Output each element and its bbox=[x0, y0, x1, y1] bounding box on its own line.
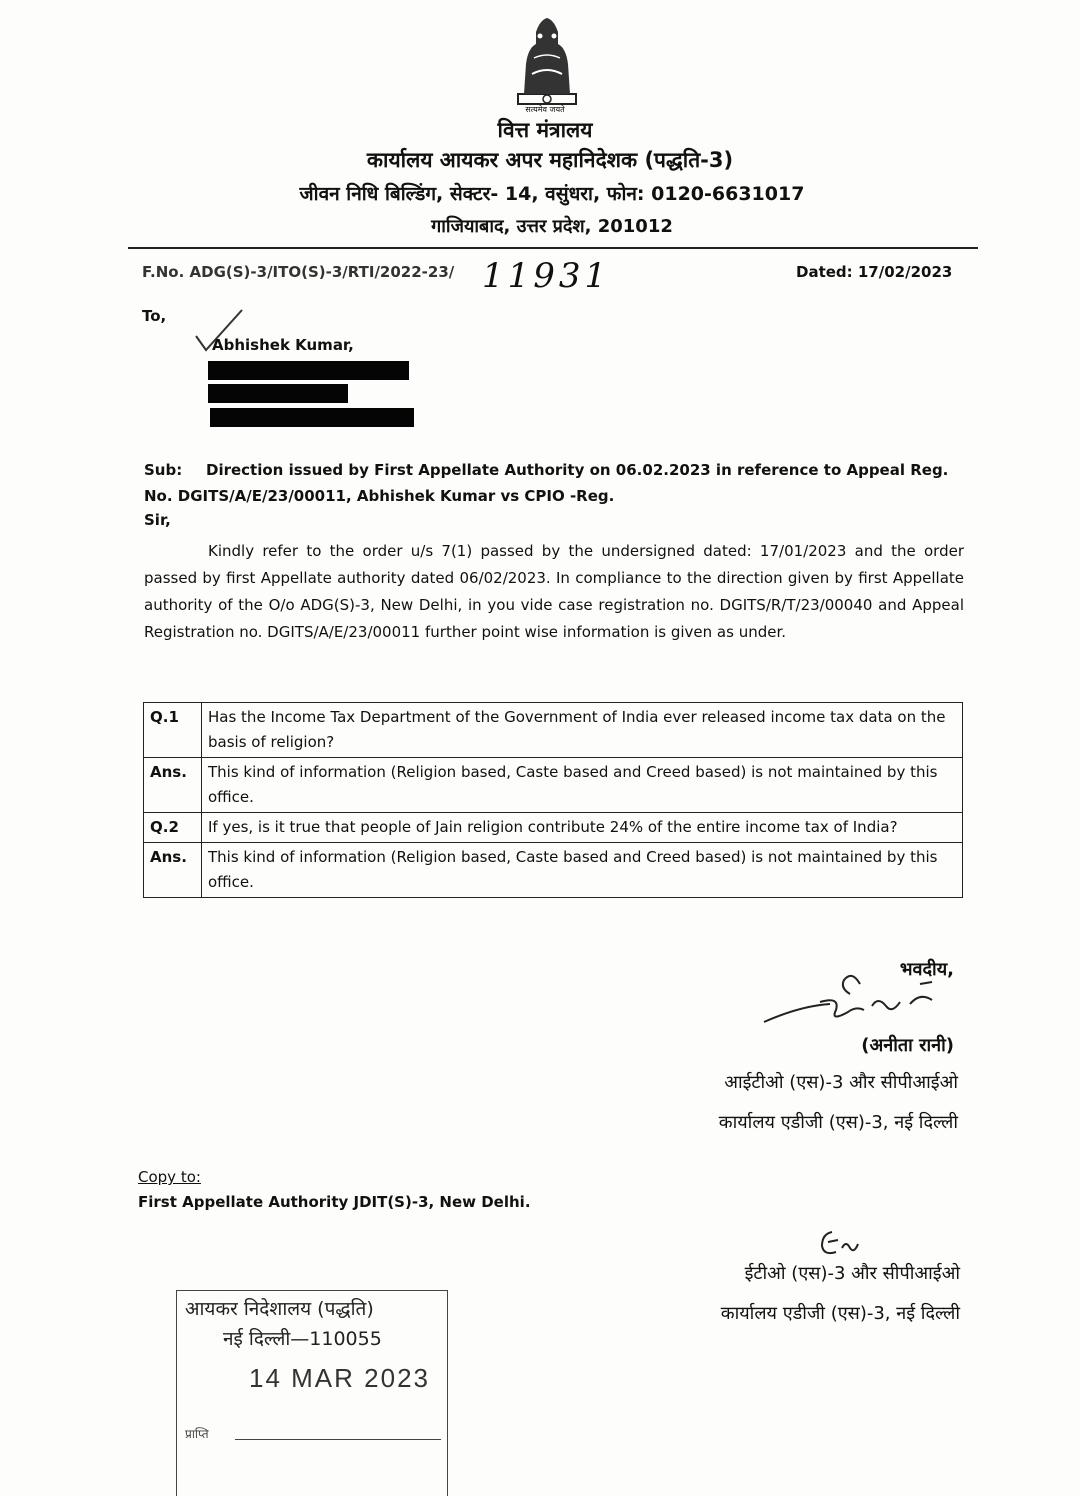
handwritten-dispatch-number: 11931 bbox=[482, 256, 611, 296]
table-row bbox=[144, 703, 963, 758]
office-address: जीवन निधि बिल्डिंग, सेक्टर- 14, वसुंधरा, फोन: 0120-6631017 bbox=[299, 183, 805, 205]
signatory-name: (अनीता रानी) bbox=[861, 1035, 954, 1056]
stamp-footer: प्राप्ति bbox=[185, 1427, 209, 1441]
second-signatory-designation: ईटीओ (एस)-3 और सीपीआईओ bbox=[744, 1263, 960, 1284]
copy-to-heading: Copy to: bbox=[138, 1168, 201, 1186]
redacted-address-line bbox=[210, 408, 414, 427]
table-row bbox=[144, 843, 963, 898]
initials-signature-icon bbox=[814, 1226, 864, 1260]
qa-text: If yes, is it true that people of Jain religion contribute 24% of the entire income tax of India? bbox=[202, 813, 963, 843]
header-divider bbox=[128, 247, 978, 249]
qa-key: Q.2 bbox=[144, 813, 202, 843]
letter-date: Dated: 17/02/2023 bbox=[796, 263, 953, 281]
office-city: गाजियाबाद, उत्तर प्रदेश, 201012 bbox=[431, 216, 673, 237]
subject-text: Direction issued by First Appellate Authority on 06.02.2023 in reference to Appeal Reg. No. DGITS/A/E/23/00011, Abhishek Kumar vs CPIO -Reg. bbox=[144, 461, 949, 505]
ministry-heading: वित्त मंत्रालय bbox=[497, 118, 593, 142]
office-heading: कार्यालय आयकर अपर महानिदेशक (पद्धति-3) bbox=[366, 148, 734, 172]
redacted-address-line bbox=[208, 384, 348, 403]
subject-label: Sub: bbox=[144, 461, 183, 479]
stamp-signature-line bbox=[235, 1439, 441, 1440]
copy-to-recipient: First Appellate Authority JDIT(S)-3, New Delhi. bbox=[138, 1193, 531, 1211]
qa-text: Has the Income Tax Department of the Government of India ever released income tax data on the basis of religion? bbox=[202, 703, 963, 758]
body-paragraph: Kindly refer to the order u/s 7(1) passed by the undersigned dated: 17/01/2023 and the order passed by first Appellate authority dated 06/02/2023. In compliance to the direction given by first Appellate authority of the O/o ADG(S)-3, New Delhi, in you vide case registration no. DGITS/R/T/23/00040 and Appeal Registration no. DGITS/A/E/23/00011 further point wise information is given as under. bbox=[144, 542, 964, 641]
signatory-office: कार्यालय एडीजी (एस)-3, नई दिल्ली bbox=[718, 1112, 958, 1133]
second-signatory-office: कार्यालय एडीजी (एस)-3, नई दिल्ली bbox=[720, 1303, 960, 1324]
received-stamp bbox=[176, 1290, 448, 1496]
redacted-address-line bbox=[208, 361, 409, 380]
qa-key: Ans. bbox=[144, 758, 202, 813]
to-label: To, bbox=[142, 307, 167, 325]
qa-table bbox=[143, 702, 963, 898]
qa-key: Q.1 bbox=[144, 703, 202, 758]
emblem-motto: सत्यमेव जयते bbox=[525, 105, 565, 114]
national-emblem-icon bbox=[512, 14, 582, 110]
salutation: Sir, bbox=[144, 511, 171, 529]
stamp-city: नई दिल्ली—110055 bbox=[223, 1328, 382, 1350]
closing: भवदीय, bbox=[899, 959, 954, 980]
qa-text: This kind of information (Religion based, Caste based and Creed based) is not maintained by this office. bbox=[202, 843, 963, 898]
qa-key: Ans. bbox=[144, 843, 202, 898]
table-row bbox=[144, 758, 963, 813]
subject bbox=[144, 457, 966, 509]
signatory-designation: आईटीओ (एस)-3 और सीपीआईओ bbox=[724, 1072, 958, 1093]
stamp-office: आयकर निदेशालय (पद्धति) bbox=[185, 1298, 374, 1320]
qa-text: This kind of information (Religion based, Caste based and Creed based) is not maintained by this office. bbox=[202, 758, 963, 813]
file-number: F.No. ADG(S)-3/ITO(S)-3/RTI/2022-23/ bbox=[142, 263, 455, 281]
addressee-name: Abhishek Kumar, bbox=[212, 336, 354, 354]
signature-icon bbox=[760, 966, 960, 1028]
stamp-date: 14 MAR 2023 bbox=[249, 1363, 430, 1393]
table-row bbox=[144, 813, 963, 843]
